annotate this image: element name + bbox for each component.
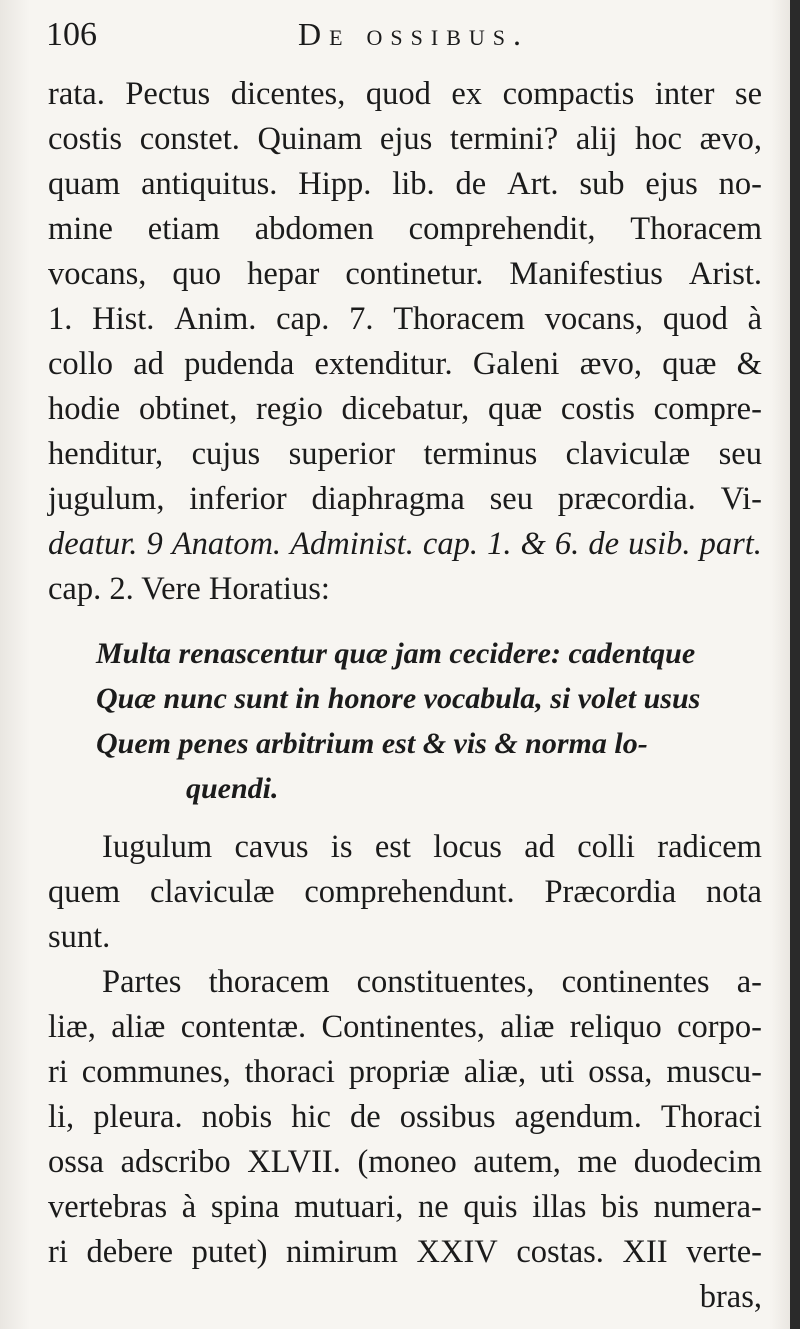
text-line: Partes thoracem constituentes, continentes a- [102,964,762,1000]
text-line: vertebras à spina mutuari, ne quis illas bis numera- [48,1189,762,1225]
verse-line: quendi. [186,772,279,805]
text-line: jugulum, inferior diaphragma seu præcordia. Vi- [48,481,762,517]
text-line: costis constet. Quinam ejus termini? alij hoc ævo, [48,121,762,157]
text-line: collo ad pudenda extenditur. Galeni ævo, quæ & [48,346,762,382]
text-line: henditur, cujus superior terminus claviculæ seu [48,436,762,472]
verse-line: Quem penes arbitrium est & vis & norma lo- [96,727,648,760]
text-line: ri debere putet) nimirum XXIV costas. XII verte- [48,1234,762,1270]
text-line: ri communes, thoraci propriæ aliæ, uti ossa, muscu- [48,1054,762,1090]
verse-line: Multa renascentur quæ jam cecidere: cadentque [96,637,696,670]
text-line: ossa adscribo XLVII. (moneo autem, me duodecim [48,1144,762,1180]
horace-quotation [96,631,762,811]
paragraph-3 [48,960,762,1320]
text-line: mine etiam abdomen comprehendit, Thoracem [48,211,762,247]
paragraph-1 [48,72,762,612]
page-edge-shadow [790,0,800,1329]
text-line: cap. 2. Vere Horatius: [48,571,330,607]
text-line: vocans, quo hepar continetur. Manifestius Arist. [48,256,762,292]
text-line: sunt. [48,919,111,955]
text-line: liæ, aliæ contentæ. Continentes, aliæ reliquo corpo- [48,1009,762,1045]
text-line: quem claviculæ comprehendunt. Præcordia nota [48,874,762,910]
running-title: De ossibus. [298,16,530,52]
text-line: Iugulum cavus is est locus ad colli radicem [102,829,762,865]
text-line-citation: deatur. 9 Anatom. Administ. cap. 1. & 6. de usib. part. [48,526,762,562]
text-line: li, pleura. nobis hic de ossibus agendum. Thoraci [48,1099,762,1135]
running-header [40,14,760,60]
text-line: quam antiquitus. Hipp. lib. de Art. sub ejus no- [48,166,762,202]
text-line-catchword: bras, [699,1279,762,1315]
text-line: hodie obtinet, regio dicebatur, quæ costis compre- [48,391,762,427]
text-line: 1. Hist. Anim. cap. 7. Thoracem vocans, quod à [48,301,762,337]
text-line: rata. Pectus dicentes, quod ex compactis inter se [48,76,762,112]
page-number: 106 [46,16,97,53]
paragraph-2 [48,825,762,960]
verse-line: Quæ nunc sunt in honore vocabula, si volet usus [96,682,701,715]
